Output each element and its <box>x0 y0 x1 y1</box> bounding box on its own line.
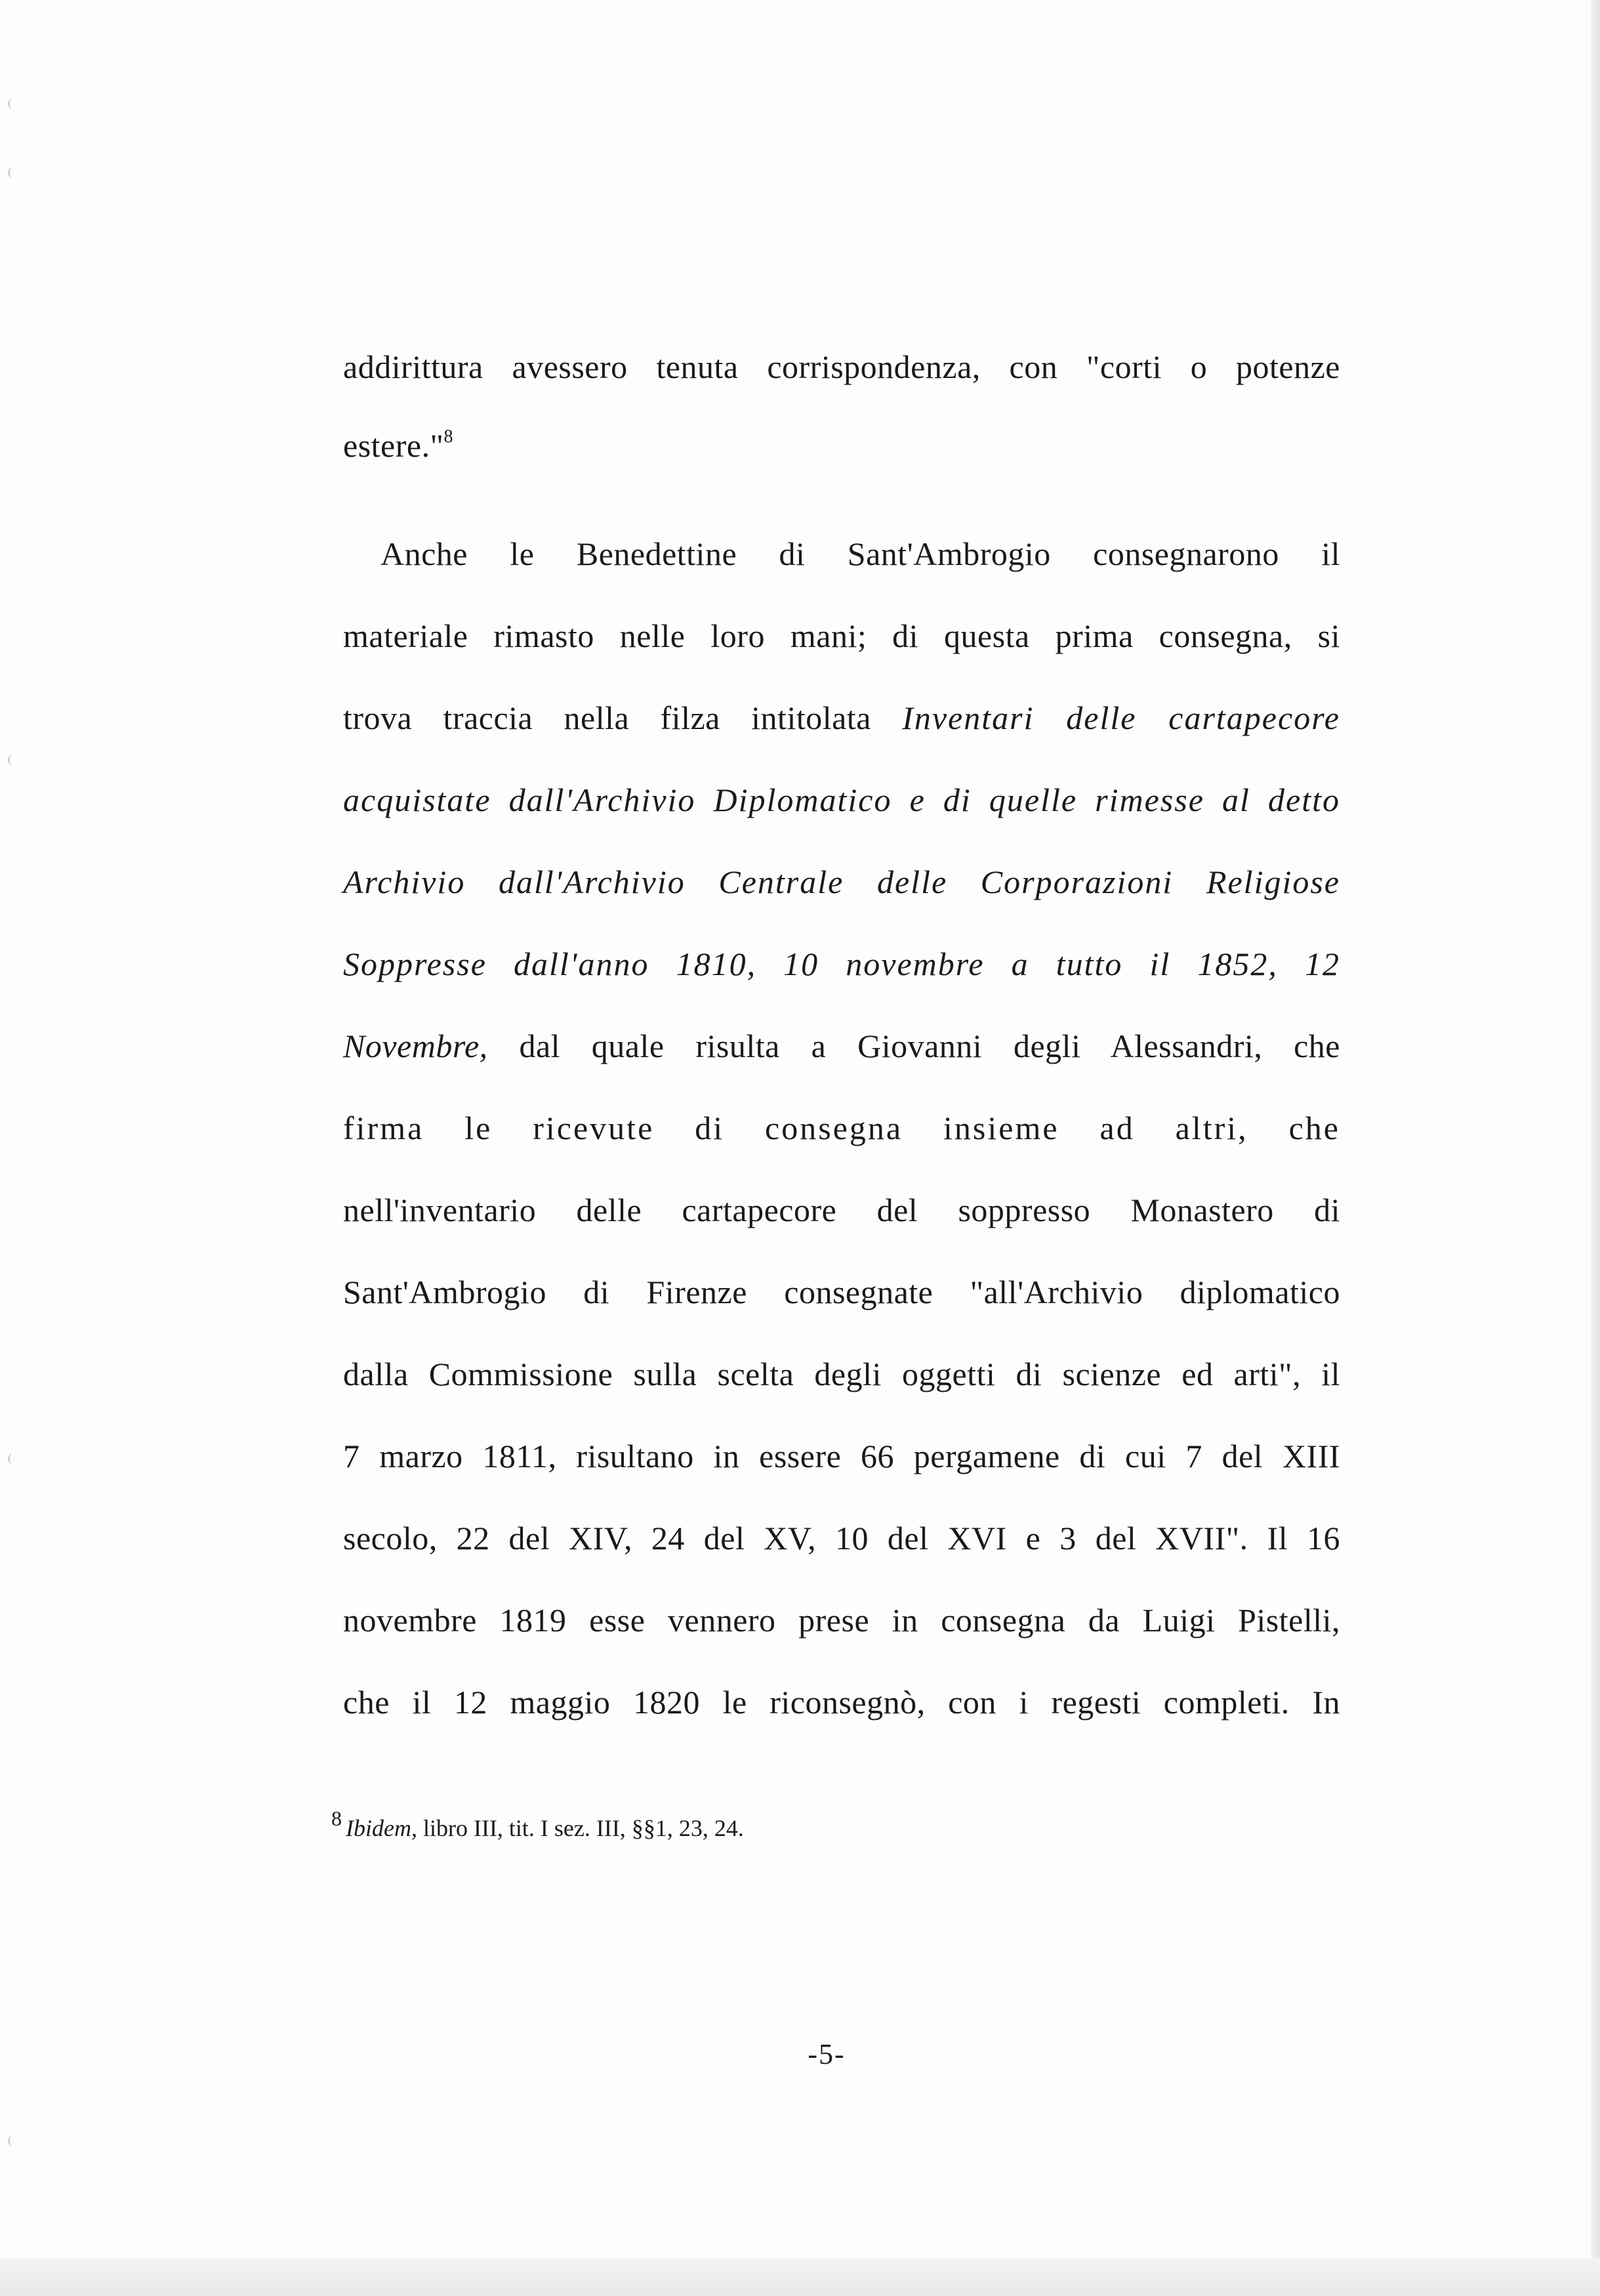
footnote-text: libro III, tit. I sez. III, §§1, 23, 24. <box>422 1815 744 1841</box>
text-segment: dal quale risulta a Giovanni degli Alessandri, che <box>519 1028 1341 1064</box>
footnote-source: Ibidem, <box>346 1815 417 1841</box>
binding-hole-mark <box>8 98 16 109</box>
scan-edge-bottom <box>0 2258 1600 2296</box>
text-line: addirittura avessero tenuta corrispondenza, con "corti o potenze <box>343 348 1340 385</box>
text-line <box>343 1027 1340 1073</box>
footnote-number: 8 <box>331 1806 342 1830</box>
binding-hole-mark <box>8 1453 16 1464</box>
page-number: -5- <box>808 2038 846 2070</box>
text-segment: trova traccia nella filza intitolata <box>343 699 871 736</box>
footnote-reference: 8 <box>443 427 453 447</box>
text-line: che il 12 maggio 1820 le riconsegnò, con i regesti completi. In <box>343 1684 1340 1721</box>
binding-hole-mark <box>8 167 16 178</box>
italic-title-segment: Inventari delle cartapecore <box>902 699 1340 736</box>
text-line <box>343 699 1340 745</box>
binding-hole-mark <box>8 755 16 765</box>
italic-title-line: acquistate dall'Archivio Diplomatico e di quelle rimesse al detto <box>343 782 1340 818</box>
text-line: secolo, 22 del XIV, 24 del XV, 10 del XVI e 3 del XVII". Il 16 <box>343 1520 1340 1556</box>
text-line: nell'inventario delle cartapecore del soppresso Monastero di <box>343 1192 1340 1228</box>
text-line: firma le ricevute di consegna insieme ad altri, che <box>343 1110 1340 1146</box>
italic-title-line: Soppresse dall'anno 1810, 10 novembre a tutto il 1852, 12 <box>343 946 1340 982</box>
italic-title-line: Archivio dall'Archivio Centrale delle Corporazioni Religiose <box>343 864 1340 900</box>
text-line: dalla Commissione sulla scelta degli oggetti di scienze ed arti", il <box>343 1356 1340 1392</box>
text-line <box>343 427 1340 472</box>
text-line: novembre 1819 esse vennero prese in consegna da Luigi Pistelli, <box>343 1602 1340 1639</box>
text-line: Sant'Ambrogio di Firenze consegnate "all'Archivio diplomatico <box>343 1274 1340 1310</box>
binding-hole-mark <box>8 2136 16 2146</box>
scan-edge-right <box>1591 0 1600 2296</box>
footnote <box>331 1806 744 1842</box>
text-segment: estere." <box>343 427 444 464</box>
text-line: 7 marzo 1811, risultano in essere 66 pergamene di cui 7 del XIII <box>343 1438 1340 1474</box>
paragraph-first-line: Anche le Benedettine di Sant'Ambrogio consegnarono il <box>380 535 1340 572</box>
text-line: materiale rimasto nelle loro mani; di questa prima consegna, si <box>343 617 1340 654</box>
italic-title-segment: Novembre, <box>343 1028 488 1064</box>
